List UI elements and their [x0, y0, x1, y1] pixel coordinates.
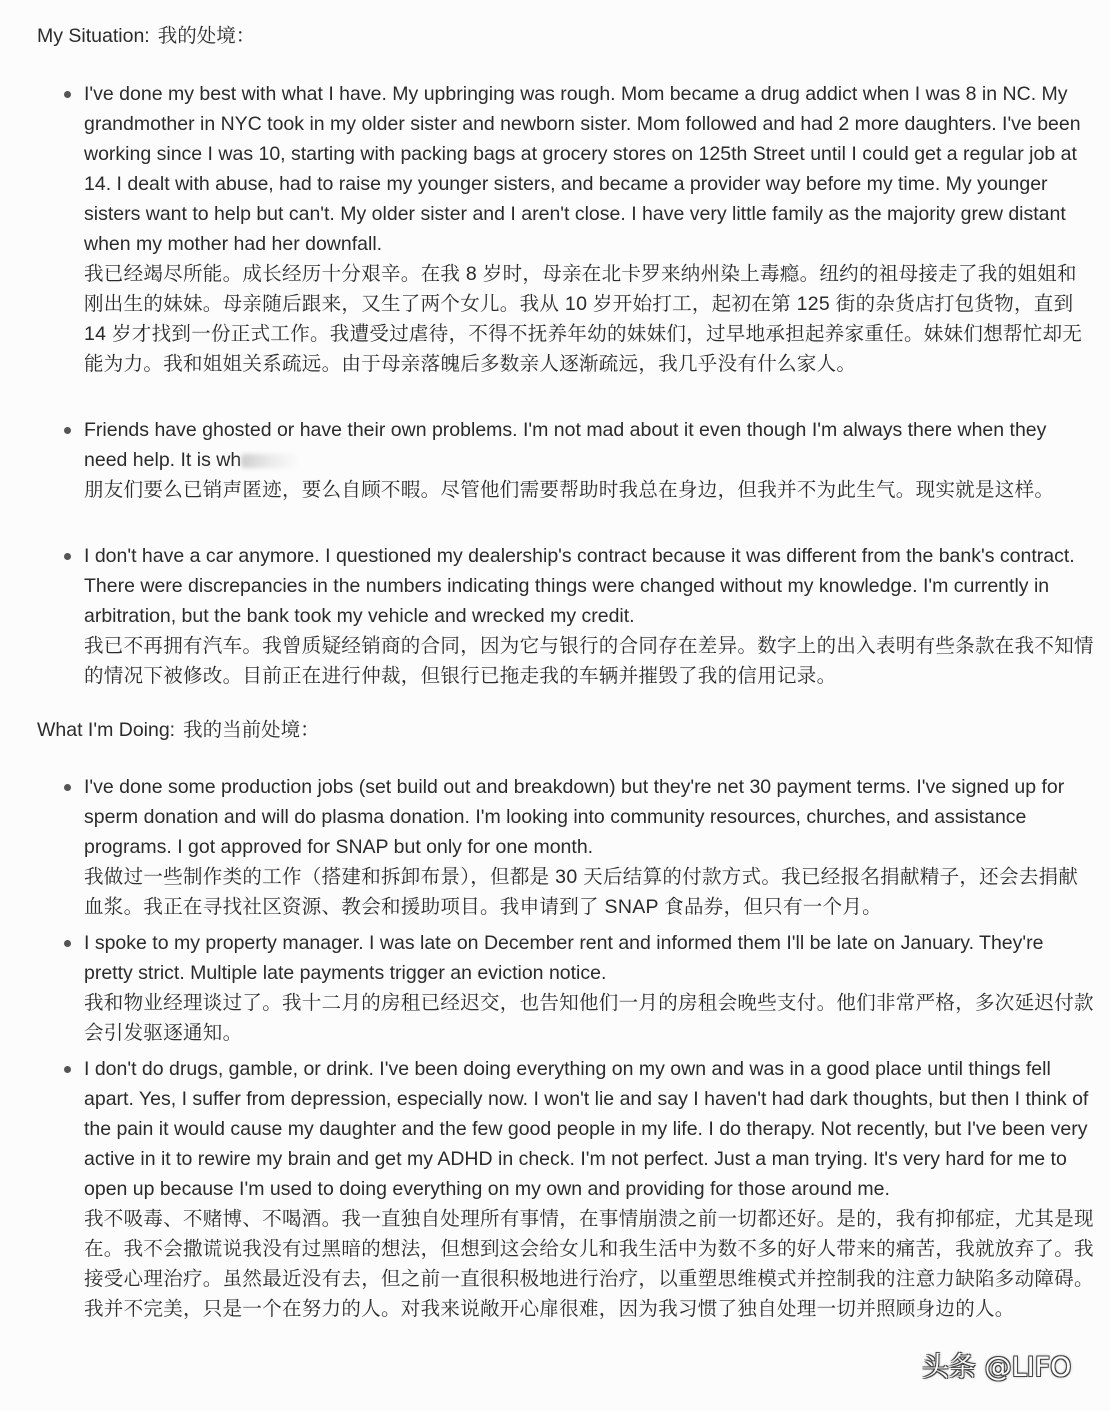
item-text-en: I don't have a car anymore. I questioned my dealership's contract because it was different from the bank's contract. There were discrepancies in the numbers indicating things were changed without my knowledge. I'm currently in arbitration, but the bank took my vehicle and wrecked my credit.	[84, 545, 1075, 627]
item-text-zh: 我不吸毒、不赌博、不喝酒。我一直独自处理所有事情，在事情崩溃之前一切都还好。是的，我有抑郁症，尤其是现在。我不会撒谎说我没有过黑暗的想法，但想到这会给女儿和我生活中为数不多的好人带来的痛苦，我就放弃了。我接受心理治疗。虽然最近没有去，但之前一直很积极地进行治疗，以重塑思维模式并控制我的注意力缺陷多动障碍。我并不完美，只是一个在努力的人。对我来说敞开心扉很难，因为我习惯了独自处理一切并照顾身边的人。	[84, 1208, 1094, 1320]
item-text-en: I don't do drugs, gamble, or drink. I've been doing everything on my own and was in a good place until things fell apart. Yes, I suffer from depression, especially now. I won't lie and say I haven't had dark thoughts, but then I think of the pain it would cause my daughter and the few good people in my life. I do therapy. Not recently, but I've been very active in it to rewire my brain and get my ADHD in check. I'm not perfect. Just a man trying. It's very hard for me to open up because I'm used to doing everything on my own and providing for those around me.	[84, 1058, 1089, 1200]
heading-en: My Situation:	[37, 25, 150, 47]
section-heading-doing	[37, 715, 320, 745]
list-item	[84, 772, 1094, 922]
item-text-en-visible: Friends have ghosted or have their own problems. I'm not mad about it even though I'm always there when they need help. It is wh	[84, 419, 1047, 471]
list-item	[84, 928, 1094, 1048]
list-item	[84, 79, 1094, 379]
item-text-zh: 我和物业经理谈过了。我十二月的房租已经迟交，也告知他们一月的房租会晚些支付。他们非常严格，多次延迟付款会引发驱逐通知。	[84, 992, 1094, 1044]
item-text-zh: 我做过一些制作类的工作（搭建和拆卸布景），但都是 30 天后结算的付款方式。我已经报名捐献精子，还会去捐献血浆。我正在寻找社区资源、教会和援助项目。我申请到了 SNAP 食品券，但只有一个月。	[84, 866, 1079, 918]
blurred-text	[241, 454, 297, 468]
item-text-zh: 我已经竭尽所能。成长经历十分艰辛。在我 8 岁时，母亲在北卡罗来纳州染上毒瘾。纽约的祖母接走了我的姐姐和刚出生的妹妹。母亲随后跟来，又生了两个女儿。我从 10 岁开始打工，起初在第 125 街的杂货店打包货物，直到 14 岁才找到一份正式工作。我遭受过虐待，不得不抚养年幼的妹妹们，过早地承担起养家重任。妹妹们想帮忙却无能为力。我和姐姐关系疏远。由于母亲落魄后多数亲人逐渐疏远，我几乎没有什么家人。	[84, 263, 1083, 375]
item-text-en	[84, 415, 1094, 475]
item-text-en: I've done some production jobs (set build out and breakdown) but they're net 30 payment terms. I've signed up for sperm donation and will do plasma donation. I'm looking into community resources, churches, and assistance programs. I got approved for SNAP but only for one month.	[84, 776, 1065, 858]
watermark: 头条 @LIFO	[922, 1352, 1072, 1383]
heading-zh: 我的处境：	[157, 25, 256, 47]
item-text-en: I've done my best with what I have. My upbringing was rough. Mom became a drug addict when I was 8 in NC. My grandmother in NYC took in my older sister and newborn sister. Mom followed and had 2 more daughters. I've been working since I was 10, starting with packing bags at grocery stores on 125th Street until I could get a regular job at 14. I dealt with abuse, had to raise my younger sisters, and became a provider way before my time. My younger sisters want to help but can't. My older sister and I aren't close. I have very little family as the majority grew distant when my mother had her downfall.	[84, 83, 1081, 255]
list-item	[84, 541, 1094, 691]
heading-en: What I'm Doing:	[37, 719, 176, 741]
list-item	[84, 1054, 1094, 1324]
item-text-en: I spoke to my property manager. I was late on December rent and informed them I'll be late on January. They're pretty strict. Multiple late payments trigger an eviction notice.	[84, 932, 1044, 984]
item-text-zh: 我已不再拥有汽车。我曾质疑经销商的合同，因为它与银行的合同存在差异。数字上的出入表明有些条款在我不知情的情况下被修改。目前正在进行仲裁，但银行已拖走我的车辆并摧毁了我的信用记录。	[84, 635, 1094, 687]
item-text-zh: 朋友们要么已销声匿迹，要么自顾不暇。尽管他们需要帮助时我总在身边，但我并不为此生气。现实就是这样。	[84, 479, 1055, 501]
list-item	[84, 415, 1094, 505]
section-heading-situation	[37, 21, 255, 51]
heading-zh: 我的当前处境：	[183, 719, 320, 741]
